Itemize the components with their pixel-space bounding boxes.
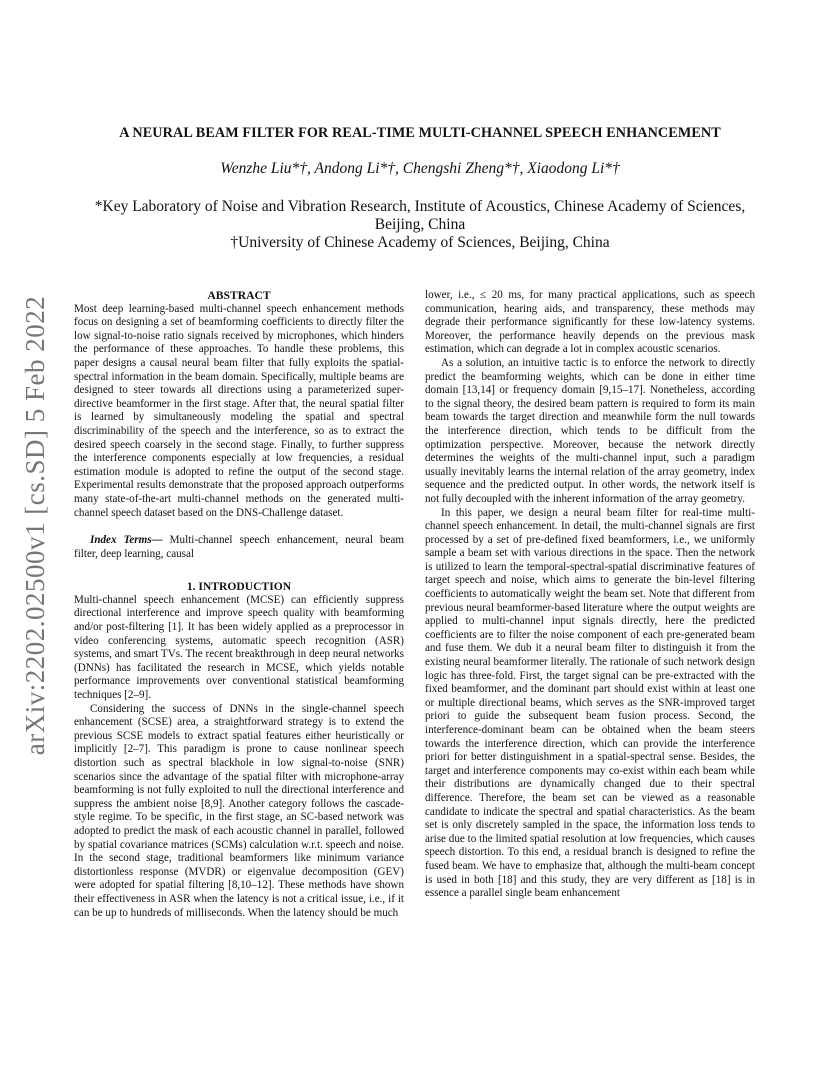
intro-paragraph-2: Considering the success of DNNs in the single-channel speech enhancement (SCSE) area, a straightforward strategy is to extend the previous SCSE models to extract spatial features either heuristically or implicitly [2–7]. This paradigm is prone to cause nonlinear speech distortion such as spectral blackhole in low signal-to-noise (SNR) scenarios since the advantage of the spatial filter with microphone-array beamforming is not fully exploited to null the directional interference and suppress the ambient noise [8,9]. Another category follows the cascade-style regime. To be specific, in the first stage, an SC-based network was adopted to predict the mask of each acoustic channel in parallel, followed by spatial covariance matrices (SCMs) calculation w.r.t. speech and noise. In the second stage, traditional beamformers like minimum variance distortionless response (MVDR) or eigenvalue decomposition (GEV) were adopted for spatial filtering [8,10–12]. These methods have shown their effectiveness in ASR when the latency is not a critical issue, i.e., if it can be up to hundreds of milliseconds. When the latency should be much xyxy=(74,702,404,919)
right-column xyxy=(425,289,755,901)
affiliation-2: †University of Chinese Academy of Sciences, Beijing, China xyxy=(230,234,610,251)
paper-title: A NEURAL BEAM FILTER FOR REAL-TIME MULTI-CHANNEL SPEECH ENHANCEMENT xyxy=(119,125,721,141)
abstract-heading: ABSTRACT xyxy=(207,289,271,302)
intro-paragraph-5: In this paper, we design a neural beam filter for real-time multi-channel speech enhancement. In detail, the multi-channel signals are first processed by a set of pre-defined fixed beamformers, i.e., we uniformly sample a beam set with various directions in the space. Then the network is utilized to learn the temporal-spectral-spatial discriminative features of target speech and noise, which aims to generate the bin-level filtering coefficients to automatically weight the beam set. Note that different from previous neural beamformer-based literature where the output weights are applied to multi-channel input signals directly, here the predicted coefficients are to filter the noise component of each pre-generated beam and fuse them. We dub it a neural beam filter to distinguish it from the existing neural beamformer literally. The rationale of such network design logic has three-fold. First, the target signal can be pre-extracted with the fixed beamformer, and the dominant part should exist within at least one or multiple directional beams, which serves as the SNR-improved target priori to guide the subsequent beam fusion process. Second, the interference-dominant beam can be obtained when the beam steers towards the interference direction, which can provide the interference priori for better distinguishment in a spatial-spectral sense. Besides, the target and interference components may co-exist within each beam while their distributions are dynamically changed due to their spectral difference. Therefore, the beam set can be viewed as a reasonable candidate to indicate the spectral and spatial characteristics. As the beam set is only discretely sampled in the space, the information loss tends to arise due to the limited spatial resolution at low frequencies, which causes speech distortion. To this end, a residual branch is designed to refine the fused beam. We have to emphasize that, although the multi-beam concept is used in both [18] and this study, they are very different as [18] is in essence a parallel single beam enhancement xyxy=(425,506,755,900)
left-column xyxy=(74,289,404,920)
introduction-heading: 1. INTRODUCTION xyxy=(186,580,292,594)
intro-paragraph-1: Multi-channel speech enhancement (MCSE) can efficiently suppress directional interference and improve speech quality with beamforming and/or post-filtering [1]. It has been widely applied as a preprocessor in video conferencing systems, automatic speech recognition (ASR) systems, and smart TVs. The recent breakthrough in deep neural networks (DNNs) has facilitated the research in MCSE, which yields notable performance improvements over conventional statistical beamforming techniques [2–9]. xyxy=(74,593,404,702)
arxiv-identifier-text: arXiv:2202.02500v1 [cs.SD] 5 Feb 2022 xyxy=(20,295,51,755)
author-list: Wenzhe Liu*†, Andong Li*†, Chengshi Zheng*†, Xiaodong Li*† xyxy=(220,160,620,177)
affiliation-1: *Key Laboratory of Noise and Vibration Research, Institute of Acoustics, Chinese Academy of Sciences, Beijing, China xyxy=(94,198,746,233)
index-terms xyxy=(74,534,404,561)
arxiv-identifier xyxy=(14,295,58,755)
intro-paragraph-3: lower, i.e., ≤ 20 ms, for many practical applications, such as speech communication, hearing aids, and transparency, these methods may degrade their performance significantly for these low-latency systems. Moreover, the performance heavily depends on the previous mask estimation, which can degrade a lot in complex acoustic scenarios. xyxy=(425,289,755,356)
abstract-text: Most deep learning-based multi-channel speech enhancement methods focus on designing a set of beamforming coefficients to directly filter the low signal-to-noise ratio signals received by microphones, which hinders the performance of these approaches. To handle these problems, this paper designs a causal neural beam filter that fully exploits the spatial-spectral information in the beam domain. Specifically, multiple beams are designed to steer towards all directions using a parameterized super-directive beamformer in the first stage. After that, the neural spatial filter is learned by simultaneously modeling the spatial and spectral discriminability of the speech and the interference, so as to extract the desired speech coarsely in the second stage. Finally, to further suppress the interference components especially at low frequencies, a residual estimation module is adopted to refine the output of the second stage. Experimental results demonstrate that the proposed approach outperforms many state-of-the-art multi-channel methods on the generated multi-channel speech dataset based on the DNS-Challenge dataset. xyxy=(74,302,404,519)
intro-paragraph-4: As a solution, an intuitive tactic is to enforce the network to directly predict the beamforming weights, which can be done in either time domain [13,14] or frequency domain [9,15–17]. Nonetheless, according to the signal theory, the desired beam pattern is required to form its main beam towards the target direction and meanwhile form the null towards the interference direction, which tends to be difficult from the optimization perspective. Moreover, because the network directly determines the weights of the multi-channel input, such a paradigm usually inevitably learns the internal relation of the array geometry, index sequence and the predicted output. In other words, the network itself is not fully decoupled with the inherent information of the array geometry. xyxy=(425,356,755,505)
index-terms-label: Index Terms— xyxy=(90,534,163,547)
index-terms-text: Multi-channel speech enhancement, neural beam filter, deep learning, causal xyxy=(74,534,404,560)
